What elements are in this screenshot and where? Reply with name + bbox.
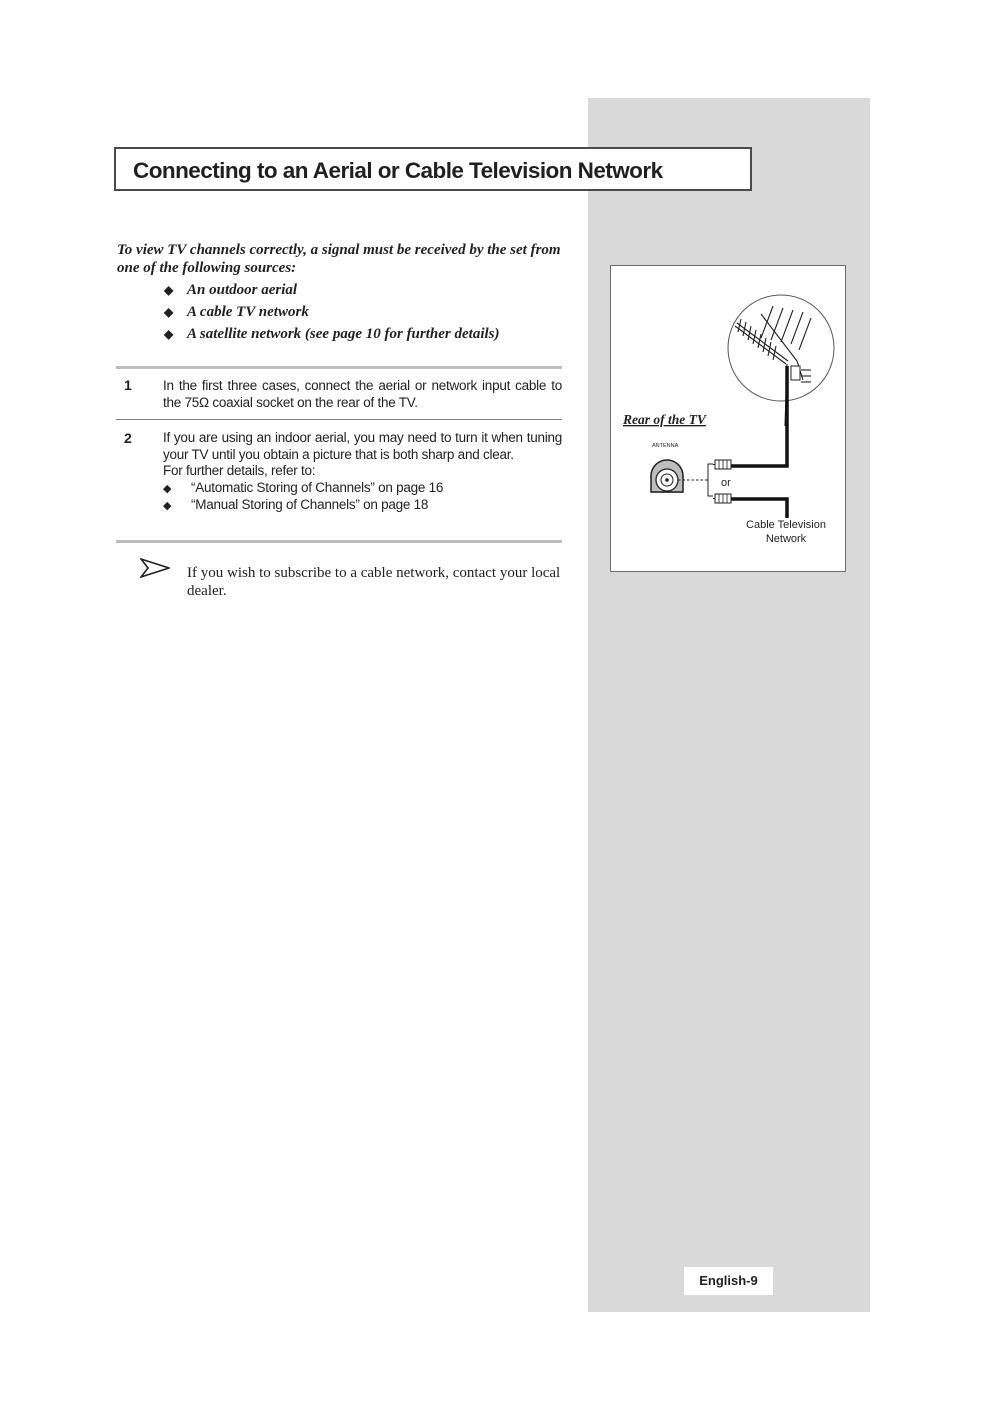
bullet-diamond-icon: ◆: [164, 327, 174, 341]
coax-plug-top-icon: [713, 460, 731, 469]
connection-diagram: [610, 265, 846, 572]
step-paragraph: If you are using an indoor aerial, you may need to turn it when tuning your TV until you obtain a picture that is both sharp and clear.: [163, 430, 562, 462]
outdoor-aerial-icon: [728, 295, 834, 426]
bullet-diamond-icon: ◆: [164, 283, 174, 297]
cable-network-label-line1: Cable Television: [746, 519, 826, 531]
list-item-text: An outdoor aerial: [187, 282, 298, 298]
network-cable: [729, 499, 787, 518]
reference-list: [163, 480, 562, 515]
refer-text: For further details, refer to:: [163, 463, 316, 478]
list-item: [164, 325, 500, 347]
note-arrow-icon: [140, 557, 170, 579]
bullet-diamond-icon: ◆: [163, 482, 172, 495]
page-number-label: English-9: [684, 1267, 773, 1295]
source-list: [164, 281, 500, 347]
page-title: Connecting to an Aerial or Cable Television Network: [133, 158, 663, 183]
section-divider: [116, 540, 562, 543]
step-text: [163, 378, 562, 411]
section-divider: [116, 366, 562, 369]
antenna-socket-icon: [651, 460, 683, 493]
list-item-text: A satellite network (see page 10 for further details): [187, 326, 500, 342]
step-number: 1: [124, 377, 132, 393]
list-item: [164, 303, 500, 325]
diagram-drawing: [611, 266, 845, 571]
intro-text: To view TV channels correctly, a signal must be received by the set from one of the following sources:: [117, 242, 561, 276]
antenna-label: ANTENNA: [652, 443, 679, 449]
title-box: [114, 147, 752, 191]
bullet-diamond-icon: ◆: [164, 305, 174, 319]
step-text: [163, 430, 562, 515]
reference-text: “Manual Storing of Channels” on page 18: [191, 497, 429, 512]
list-item: [163, 497, 562, 515]
step-paragraph: In the first three cases, connect the aerial or network input cable to the 75Ω coaxial socket on the rear of the TV.: [163, 378, 562, 410]
bullet-diamond-icon: ◆: [163, 500, 172, 512]
rear-of-tv-label: Rear of the TV: [623, 412, 706, 427]
reference-text: “Automatic Storing of Channels” on page 16: [191, 479, 444, 495]
list-item: [163, 480, 562, 498]
step-divider: [116, 419, 562, 420]
step-number: 2: [124, 430, 132, 446]
list-item: [164, 281, 500, 303]
bracket-line: [708, 464, 713, 496]
or-label: or: [721, 477, 731, 489]
list-item-text: A cable TV network: [187, 304, 309, 320]
cable-network-label-line2: Network: [765, 533, 807, 545]
note-text: If you wish to subscribe to a cable network, contact your local dealer.: [187, 565, 561, 599]
coax-plug-bottom-icon: [713, 494, 731, 503]
